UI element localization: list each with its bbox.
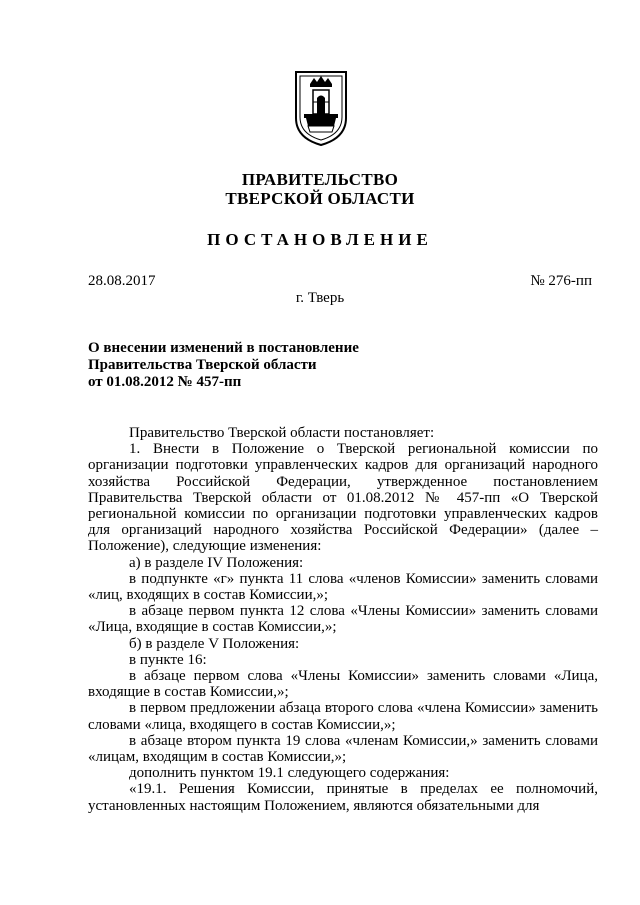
paragraph: в первом предложении абзаца второго слова «члена Комиссии» заменить словами «лица, входящего в состав Комиссии,»;	[88, 700, 598, 733]
title-line: Правительства Тверской области	[88, 357, 317, 373]
document-title	[88, 340, 418, 391]
document-number: № 276-пп	[530, 273, 592, 289]
title-line: от 01.08.2012 № 457-пп	[88, 374, 242, 390]
document-city: г. Тверь	[295, 290, 345, 306]
paragraph: а) в разделе IV Положения:	[129, 554, 304, 571]
paragraph: в пункте 16:	[129, 651, 207, 668]
tver-coat-of-arms-icon	[292, 68, 350, 148]
org-name-line2: ТВЕРСКОЙ ОБЛАСТИ	[225, 189, 415, 208]
paragraph: дополнить пунктом 19.1 следующего содержания:	[129, 765, 450, 782]
document-date: 28.08.2017	[88, 273, 156, 289]
paragraph: в абзаце первом слова «Члены Комиссии» заменить словами «Лица, входящие в состав Комиссии,»;	[88, 668, 598, 701]
paragraph: в абзаце первом пункта 12 слова «Члены Комиссии» заменить словами «Лица, входящие в состав Комиссии,»;	[88, 603, 598, 636]
paragraph: в абзаце втором пункта 19 слова «членам Комиссии,» заменить словами «лицам, входящим в состав Комиссии,»;	[88, 732, 598, 766]
paragraph: б) в разделе V Положения:	[129, 635, 300, 652]
document-body	[88, 425, 598, 814]
paragraph: «19.1. Решения Комиссии, принятые в пределах ее полномочий, установленных настоящим Положением, являются обязательными для	[88, 781, 598, 814]
title-line: О внесении изменений в постановление	[88, 340, 359, 356]
paragraph: в подпункте «г» пункта 11 слова «членов Комиссии» заменить словами «лиц, входящих в состав Комиссии,»;	[88, 570, 598, 604]
paragraph: Правительство Тверской области постановляет:	[129, 425, 435, 441]
paragraph: 1. Внести в Положение о Тверской региональной комиссии по организации подготовки управленческих кадров для организаций народного хозяйства Российской Федерации, утвержденное постановлением Правительства Тверской области от 01.08.2012 № 457-пп «О Тверской региональной комиссии по организации подготовки управленческих кадров для организаций народного хозяйства Российской Федерации» (далее – Положение), следующие изменения:	[88, 441, 598, 555]
org-name-line1: ПРАВИТЕЛЬСТВО	[241, 170, 399, 189]
document-type: ПОСТАНОВЛЕНИЕ	[207, 230, 433, 249]
